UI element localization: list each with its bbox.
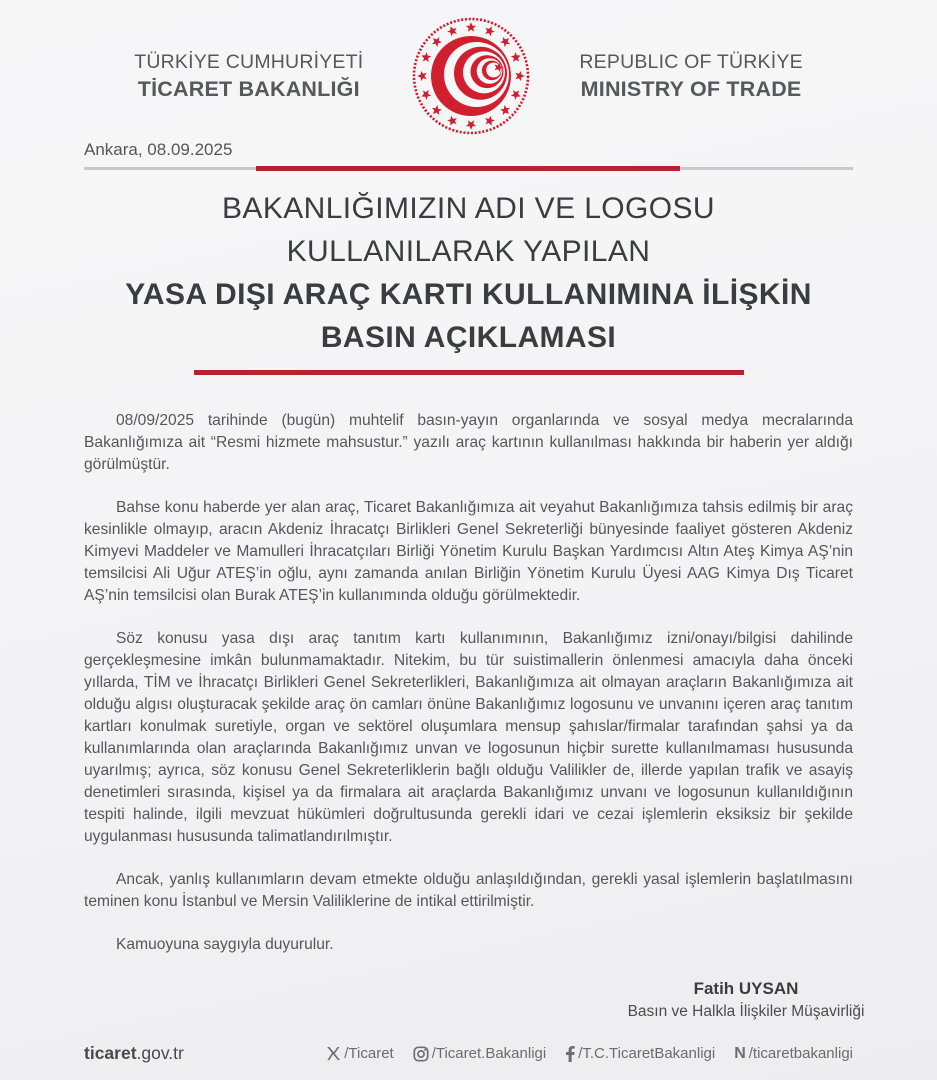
- social-link-x[interactable]: [326, 1045, 393, 1062]
- website-link[interactable]: [84, 1043, 184, 1064]
- social-link-instagram[interactable]: [413, 1045, 547, 1062]
- footer: [84, 1043, 853, 1064]
- org-en-line2: MINISTRY OF TRADE: [580, 77, 802, 101]
- social-handle: /Ticaret.Bakanligi: [431, 1045, 547, 1062]
- page-title: [0, 187, 937, 359]
- social-link-facebook[interactable]: [565, 1045, 715, 1062]
- social-handle: /Ticaret: [344, 1045, 394, 1062]
- website-rest: .gov.tr: [136, 1043, 184, 1063]
- paragraph-3: Söz konusu yasa dışı araç tanıtım kartı kullanımının, Bakanlığımız izni/onayı/bilgisi dahilinde gerçekleşmesine imkân bulunmamaktadır. Nitekim, bu tür suistimallerin önlenmesi amacıyla daha önceki yıllarda, TİM ve İhracatçı Birlikleri Genel Sekreterlikleri, Bakanlığımıza ait olmayan araçların Bakanlığımıza ait olduğu algısı oluşturacak şekilde araç ön camları önüne Bakanlığımız logosunu ve unvanını içeren araç tanıtım kartları konulmak suretiyle, organ ve sektörel oluşumlara mensup şahıslar/firmalar tarafından şahsi ya da kullanımlarında olan araçlarında Bakanlığımız unvan ve logosunun hiçbir surette kullanılmaması hususunda uyarılmış; ayrıca, söz konusu Genel Sekreterliklerin bağlı olduğu Valilikler de, illerde yapılan trafik ve asayiş denetimleri sırasında, kişisel ya da firmalara ait araçlarda Bakanlığımız unvanı ve logosunun kullanıldığının tespiti halinde, ilgili mevzuat hükümleri doğrultusunda gerekli idari ve cezai işlemlerin eksiksiz bir şekilde uygulanması hususunda talimatlandırılmıştır.: [84, 630, 853, 845]
- facebook-icon: [565, 1046, 575, 1062]
- dateline: Ankara, 08.09.2025: [84, 140, 233, 159]
- closing-line: Kamuoyuna saygıyla duyurulur.: [116, 936, 334, 953]
- org-en-line1: REPUBLIC OF TÜRKİYE: [579, 51, 803, 73]
- title-line-1: BAKANLIĞIMIZIN ADI VE LOGOSU: [222, 192, 715, 225]
- title-line-3: YASA DIŞI ARAÇ KARTI KULLANIMINA İLİŞKİN: [125, 278, 812, 311]
- header-divider-accent: [256, 166, 680, 171]
- social-handle: /ticaretbakanligi: [748, 1045, 853, 1062]
- org-tr-line1: TÜRKİYE CUMHURİYETİ: [134, 51, 364, 73]
- paragraph-1: 08/09/2025 tarihinde (bugün) muhtelif basın-yayın organlarında ve sosyal medya mecralarında Bakanlığımıza ait “Resmi hizmete mahsustur.” yazılı araç kartının kullanılması hakkında bir haberin yer aldığı görülmüştür.: [84, 412, 853, 473]
- press-release-body: [0, 410, 937, 956]
- social-link-nsosyal[interactable]: [734, 1045, 853, 1062]
- org-tr-line2: TİCARET BAKANLIĞI: [137, 77, 360, 101]
- x-icon: [326, 1046, 341, 1061]
- title-line-4: BASIN AÇIKLAMASI: [320, 321, 617, 354]
- signature-block: [581, 977, 911, 1023]
- paragraph-4: Ancak, yanlış kullanımların devam etmekte olduğu anlaşıldığından, gerekli yasal işlemlerin başlatılmasını teminen konu İstanbul ve Mersin Valiliklerine de intikal ettirilmiştir.: [84, 871, 853, 910]
- org-title-english: [579, 49, 802, 103]
- ministry-of-trade-emblem-icon: [409, 14, 533, 138]
- masthead: [0, 0, 937, 138]
- signatory-name: Fatih UYSAN: [693, 979, 799, 998]
- header-divider: [84, 167, 853, 170]
- title-line-2: KULLANILARAK YAPILAN: [286, 235, 651, 268]
- title-underline: [194, 370, 744, 375]
- social-links: [326, 1045, 853, 1062]
- ministry-logo: [409, 14, 533, 138]
- instagram-icon: [413, 1046, 429, 1062]
- social-handle: /T.C.TicaretBakanligi: [578, 1045, 716, 1062]
- paragraph-2: Bahse konu haberde yer alan araç, Ticaret Bakanlığımıza ait veyahut Bakanlığımıza tahsis edilmiş bir araç kesinlikle olmayıp, aracın Akdeniz İhracatçı Birlikleri Genel Sekreterliği bünyesinde faaliyet gösteren Akdeniz Kimyevi Maddeler ve Mamulleri İhracatçıları Birliği Yönetim Kurulu Başkan Yardımcısı Altın Ateş Kimya AŞ’nin temsilcisi Ali Uğur ATEŞ’in oğlu, aynı zamanda anılan Birliğin Yönetim Kurulu Üyesi AAG Kimya Dış Ticaret AŞ’nin temsilcisi olan Burak ATEŞ’in kullanımında olduğu görülmektedir.: [84, 499, 853, 604]
- signatory-unit: Basın ve Halkla İlişkiler Müşavirliği: [627, 1003, 865, 1020]
- nsosyal-icon: N: [734, 1044, 746, 1062]
- org-title-turkish: [134, 49, 363, 103]
- website-bold: ticaret: [84, 1043, 137, 1063]
